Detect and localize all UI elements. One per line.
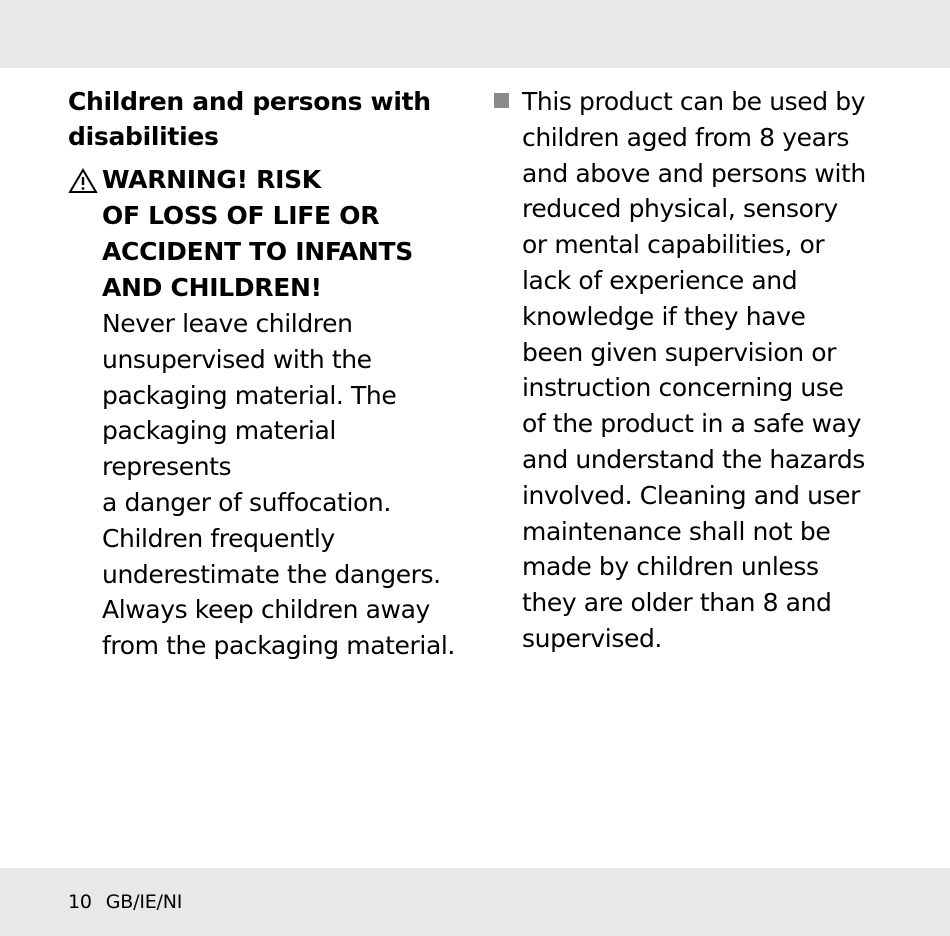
- left-column: [68, 84, 468, 664]
- region-code: GB/IE/NI: [105, 891, 183, 913]
- page-number: 10: [68, 891, 92, 913]
- warning-triangle-icon: [68, 168, 98, 194]
- header-band: [0, 0, 950, 68]
- square-bullet-icon: [494, 93, 509, 108]
- list-item: [494, 84, 934, 657]
- warning-body: Never leave children unsupervised with the packaging material. The packaging material represents a danger of suffocation. Children frequently underestimate the dangers. Always keep children away from the packaging material.: [102, 309, 455, 661]
- section-heading: Children and persons with disabilities: [68, 87, 431, 151]
- warning-block: [68, 162, 468, 664]
- page-footer: [68, 890, 182, 914]
- bullet-text: This product can be used by children aged from 8 years and above and persons with reduced physical, sensory or mental capabilities, or lack of experience and knowledge if they have been given supervision or instruction concerning use of the product in a safe way and understand the hazards involved. Cleaning and user maintenance shall not be made by children unless they are older than 8 and supervised.: [522, 87, 866, 653]
- right-column: [494, 84, 934, 657]
- warning-heading: WARNING! RISK OF LOSS OF LIFE OR ACCIDENT TO INFANTS AND CHILDREN!: [102, 165, 413, 302]
